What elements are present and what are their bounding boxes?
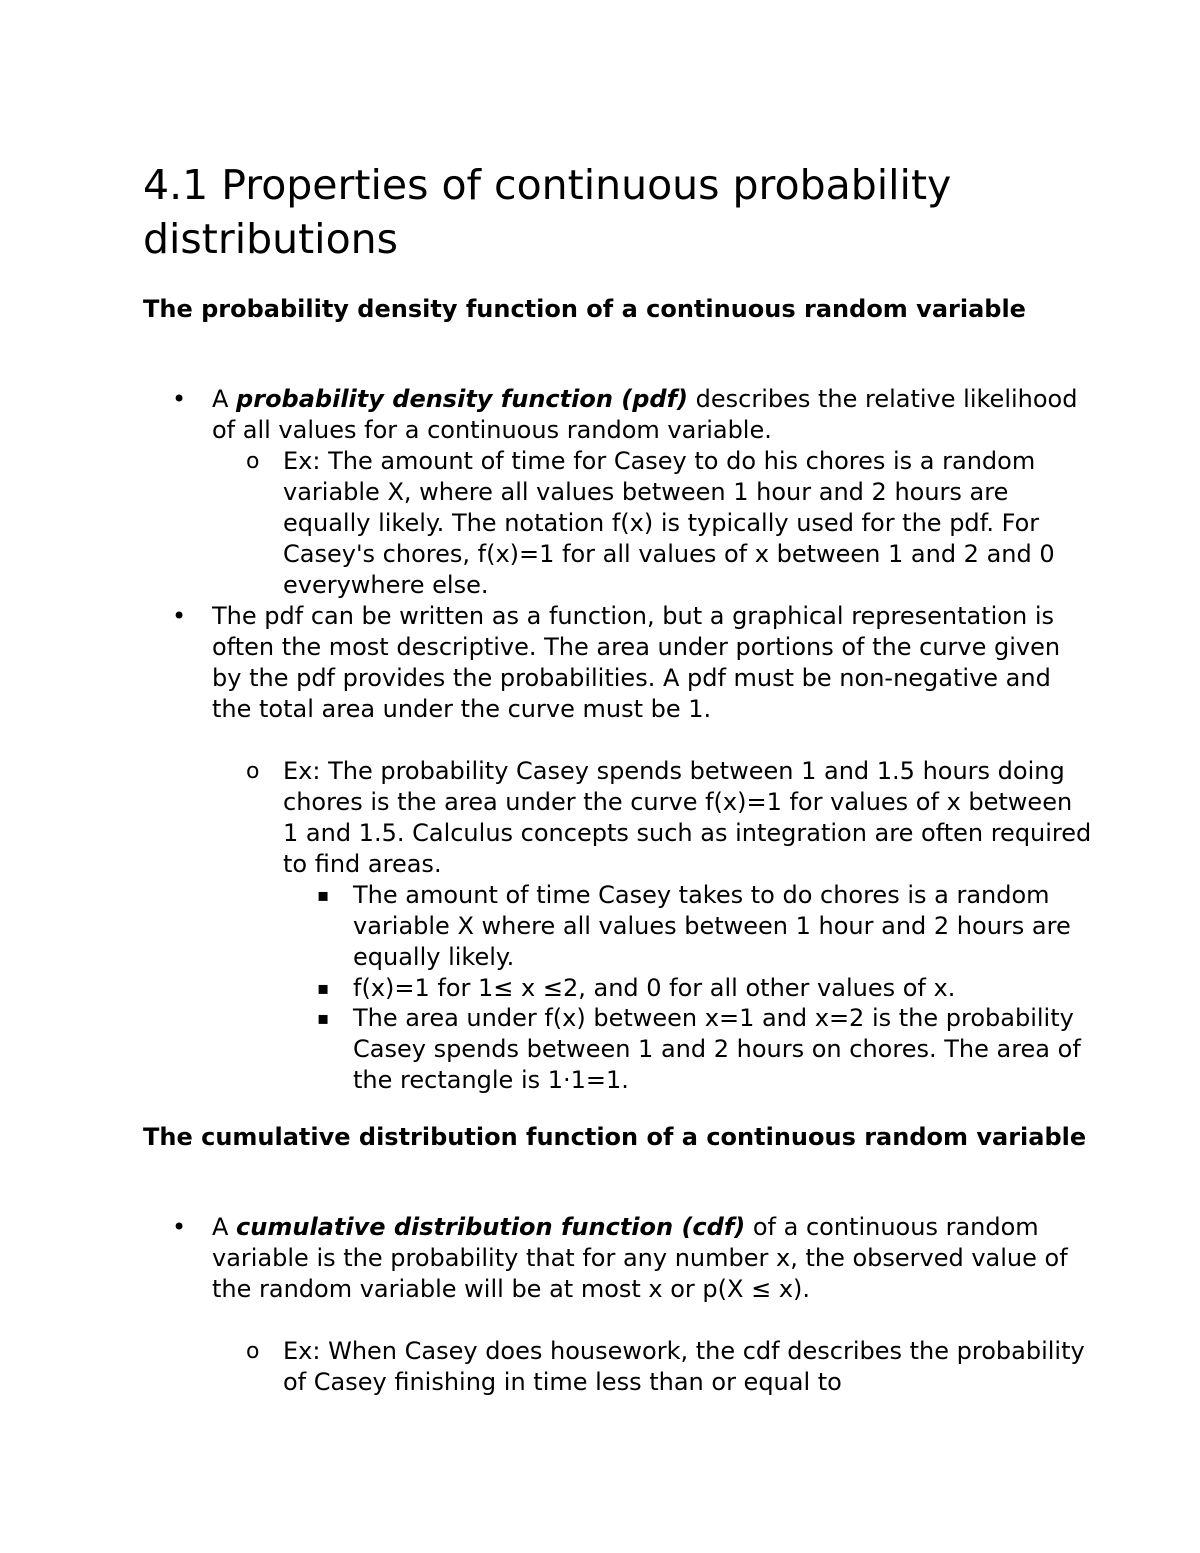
- subsub-bullet-marker: ▪: [317, 1008, 330, 1029]
- bullet-marker: •: [172, 602, 187, 630]
- sub-bullet-marker: o: [246, 449, 260, 474]
- cdf-prefix: A: [212, 1213, 237, 1241]
- cdf-definition-text: of a continuous random variable is the probability that for any number x, the observed value of the random variable will be at most x or p(X ≤ x).: [212, 1213, 1068, 1303]
- pdf-definition-text: describes the relative likelihood of all values for a continuous random variable.: [212, 385, 1078, 444]
- list-item-fx-definition: f(x)=1 for 1≤ x ≤2, and 0 for all other values of x.: [353, 974, 956, 1002]
- list-item-random-variable: The amount of time Casey takes to do chores is a random variable X where all values between 1 hour and 2 hours are equally likely.: [353, 881, 1071, 971]
- list-item-pdf-definition: [212, 384, 1092, 446]
- list-item-pdf-example: Ex: The amount of time for Casey to do his chores is a random variable X, where all values between 1 hour and 2 hours are equally likely. The notation f(x) is typically used for the pdf. For Casey's chores, f(x)=1 for all values of x between 1 and 2 and 0 everywhere else.: [283, 447, 1055, 599]
- list-item-cdf-example: Ex: When Casey does housework, the cdf describes the probability of Casey finishing in time less than or equal to: [283, 1337, 1085, 1396]
- bullet-marker: •: [172, 385, 187, 413]
- section-heading-cdf: The cumulative distribution function of a continuous random variable: [143, 1123, 1087, 1151]
- list-item-pdf-graphical: The pdf can be written as a function, but a graphical representation is often the most descriptive. The area under portions of the curve given by the pdf provides the probabilities. A pdf must be non-negative and the total area under the curve must be 1.: [212, 602, 1061, 723]
- section-heading-pdf: The probability density function of a continuous random variable: [143, 295, 1026, 323]
- subsub-bullet-marker: ▪: [317, 885, 330, 906]
- sub-bullet-marker: o: [246, 1339, 260, 1364]
- pdf-prefix: A: [212, 385, 237, 413]
- page-title: 4.1 Properties of continuous probability distributions: [143, 161, 952, 263]
- subsub-bullet-marker: ▪: [317, 978, 330, 999]
- cdf-term: cumulative distribution function (cdf): [236, 1213, 746, 1241]
- list-item-rectangle-area: The area under f(x) between x=1 and x=2 is the probability Casey spends between 1 and 2 hours on chores. The area of the rectangle is 1·1=1.: [353, 1004, 1081, 1094]
- pdf-term: probability density function (pdf): [236, 385, 688, 413]
- sub-bullet-marker: o: [246, 759, 260, 784]
- bullet-marker: •: [172, 1213, 187, 1241]
- list-item-area-example: Ex: The probability Casey spends between 1 and 1.5 hours doing chores is the area under the curve f(x)=1 for values of x between 1 and 1.5. Calculus concepts such as integration are often required to find areas.: [283, 757, 1092, 878]
- list-item-cdf-definition: [212, 1212, 1092, 1305]
